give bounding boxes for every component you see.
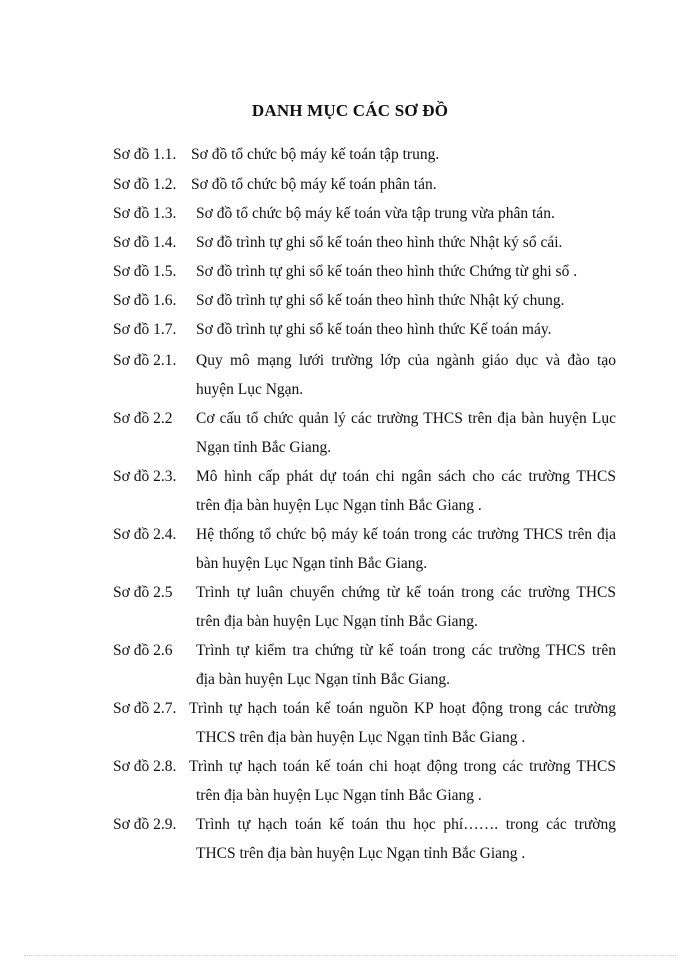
item-label: Sơ đồ 1.7. — [113, 321, 177, 338]
item-label: Sơ đồ 1.1. — [113, 146, 177, 163]
item-title: Mô hình cấp phát dự toán chi ngân sách cho các trường THCS — [196, 468, 616, 485]
item-title-continuation: trên địa bàn huyện Lục Ngạn tỉnh Bắc Giang. — [196, 613, 478, 630]
item-title: Sơ đồ trình tự ghi sổ kế toán theo hình thức Nhật ký chung. — [196, 292, 565, 309]
item-label: Sơ đồ 2.8. — [113, 758, 177, 775]
item-label: Sơ đồ 2.4. — [113, 526, 177, 543]
page-title: DANH MỤC CÁC SƠ ĐỒ — [251, 101, 449, 120]
item-title: Sơ đồ trình tự ghi sổ kế toán theo hình thức Kế toán máy. — [196, 321, 552, 338]
item-title-continuation: THCS trên địa bàn huyện Lục Ngạn tỉnh Bắc Giang . — [196, 729, 526, 746]
item-label: Sơ đồ 2.3. — [113, 468, 177, 485]
item-title-continuation: bàn huyện Lục Ngạn tỉnh Bắc Giang. — [196, 555, 428, 572]
item-title: Quy mô mạng lưới trường lớp của ngành giáo dục và đào tạo — [196, 352, 616, 369]
item-label: Sơ đồ 1.6. — [113, 292, 177, 309]
item-label: Sơ đồ 1.4. — [113, 234, 177, 251]
item-label: Sơ đồ 2.7. — [113, 700, 177, 717]
item-label: Sơ đồ 2.1. — [113, 352, 177, 369]
item-label: Sơ đồ 2.2 — [113, 410, 173, 427]
item-title: Cơ cấu tổ chức quản lý các trường THCS trên địa bàn huyện Lục — [196, 410, 616, 427]
item-title: Sơ đồ trình tự ghi sổ kế toán theo hình thức Nhật ký sổ cái. — [196, 234, 563, 251]
item-title: Sơ đồ tổ chức bộ máy kế toán vừa tập trung vừa phân tán. — [196, 205, 555, 222]
item-label: Sơ đồ 1.5. — [113, 263, 177, 280]
item-title: Sơ đồ tổ chức bộ máy kế toán phân tán. — [191, 176, 437, 193]
item-title-continuation: THCS trên địa bàn huyện Lục Ngạn tỉnh Bắc Giang . — [196, 845, 526, 862]
item-title: Sơ đồ tổ chức bộ máy kế toán tập trung. — [191, 146, 440, 163]
item-title-continuation: huyện Lục Ngạn. — [196, 381, 304, 398]
item-title: Trình tự kiểm tra chứng từ kế toán trong các trường THCS trên — [196, 642, 616, 659]
item-label: Sơ đồ 1.2. — [113, 176, 177, 193]
item-title: Trình tự hạch toán kế toán chi hoạt động trong các trường THCS — [189, 758, 616, 775]
item-label: Sơ đồ 2.9. — [113, 816, 177, 833]
item-title-continuation: Ngạn tỉnh Bắc Giang. — [196, 439, 332, 456]
item-label: Sơ đồ 1.3. — [113, 205, 177, 222]
item-title: Trình tự hạch toán kế toán thu học phí……. trong các trường — [196, 816, 616, 833]
item-title: Trình tự luân chuyển chứng từ kế toán trong các trường THCS — [196, 584, 616, 601]
item-title: Hệ thống tổ chức bộ máy kế toán trong các trường THCS trên địa — [196, 526, 616, 543]
item-label: Sơ đồ 2.5 — [113, 584, 173, 601]
item-title: Sơ đồ trình tự ghi sổ kế toán theo hình thức Chứng từ ghi sổ . — [196, 263, 578, 280]
item-label: Sơ đồ 2.6 — [113, 642, 173, 659]
item-title: Trình tự hạch toán kế toán nguồn KP hoạt động trong các trường — [189, 700, 616, 717]
item-title-continuation: địa bàn huyện Lục Ngạn tỉnh Bắc Giang. — [196, 671, 450, 688]
item-title-continuation: trên địa bàn huyện Lục Ngạn tỉnh Bắc Giang . — [196, 787, 482, 804]
item-title-continuation: trên địa bàn huyện Lục Ngạn tỉnh Bắc Giang . — [196, 497, 482, 514]
footer-divider — [24, 955, 676, 956]
